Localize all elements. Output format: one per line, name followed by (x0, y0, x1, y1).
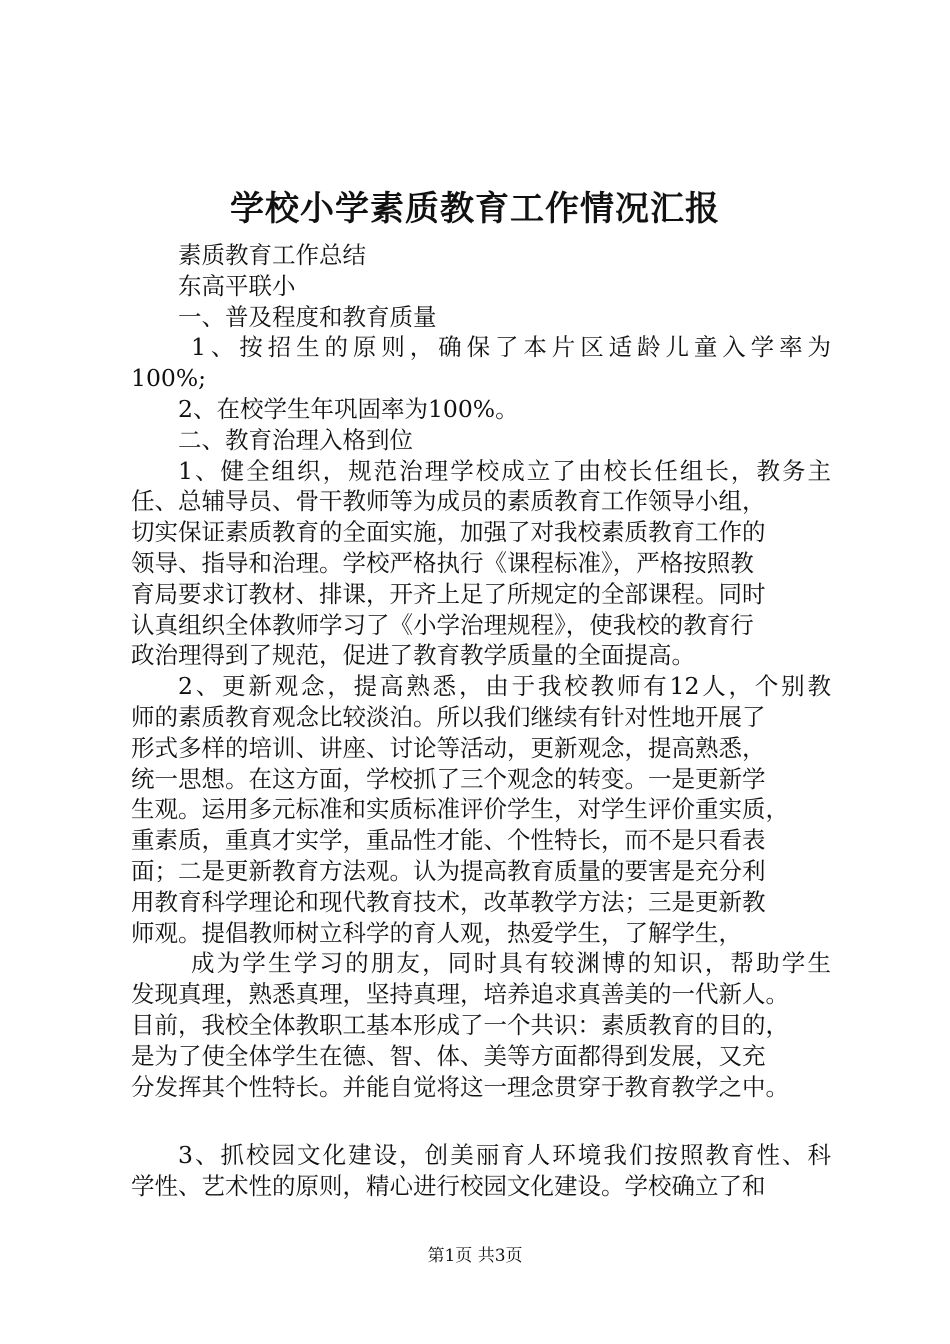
text-line: 学性、艺术性的原则，精心进行校园文化建设。学校确立了和 (131, 1172, 766, 1201)
page-title: 学校小学素质教育工作情况汇报 (230, 189, 720, 229)
text-line: 育局要求订教材、排课，开齐上足了所规定的全部课程。同时 (131, 579, 766, 608)
paragraph-gap (131, 1102, 831, 1140)
text-line: 师的素质教育观念比较淡泊。所以我们继续有针对性地开展了 (131, 702, 766, 731)
text-line: 统一思想。在这方面，学校抓了三个观念的转变。一是更新学 (131, 764, 766, 793)
text-line: 任、总辅导员、骨干教师等为成员的素质教育工作领导小组， (131, 487, 766, 516)
text-line: 用教育科学理论和现代教育技术，改革教学方法；三是更新教 (131, 887, 766, 916)
text-line: 分发挥其个性特长。并能自觉将这一理念贯穿于教育教学之中。 (131, 1072, 789, 1101)
text-line: 是为了使全体学生在德、智、体、美等方面都得到发展，又充 (131, 1041, 766, 1070)
text-line: 2、更新观念，提高熟悉，由于我校教师有12人，个别教 (178, 672, 831, 701)
text-line: 1、按招生的原则，确保了本片区适龄儿童入学率为 (191, 333, 831, 362)
text-line: 面；二是更新教育方法观。认为提高教育质量的要害是充分利 (131, 856, 766, 885)
text-line: 切实保证素质教育的全面实施，加强了对我校素质教育工作的 (131, 518, 766, 547)
text-line: 100%; (131, 364, 207, 393)
text-line: 1、健全组织，规范治理学校成立了由校长任组长，教务主 (178, 456, 831, 485)
text-line: 重素质，重真才实学，重品性才能、个性特长，而不是只看表 (131, 826, 766, 855)
text-line: 东高平联小 (178, 271, 296, 300)
text-line: 发现真理，熟悉真理，坚持真理，培养追求真善美的一代新人。 (131, 980, 789, 1009)
text-line: 领导、指导和治理。学校严格执行《课程标准》，严格按照教 (131, 548, 754, 577)
text-line: 政治理得到了规范，促进了教育教学质量的全面提高。 (131, 641, 695, 670)
text-line: 3、抓校园文化建设，创美丽育人环境我们按照教育性、科 (178, 1141, 831, 1170)
text-line: 二、教育治理入格到位 (178, 425, 413, 454)
text-line: 认真组织全体教师学习了《小学治理规程》，使我校的教育行 (131, 610, 754, 639)
text-line: 目前，我校全体教职工基本形成了一个共识：素质教育的目的， (131, 1010, 789, 1039)
text-line: 2、在校学生年巩固率为100%。 (178, 394, 519, 423)
text-line: 成为学生学习的朋友，同时具有较渊博的知识，帮助学生 (191, 949, 831, 978)
text-line: 形式多样的培训、讲座、讨论等活动，更新观念，提高熟悉， (131, 733, 766, 762)
text-line: 素质教育工作总结 (178, 241, 366, 269)
text-line: 一、普及程度和教育质量 (178, 302, 437, 331)
page-footer: 第1页 共3页 (427, 1246, 523, 1266)
document-body (131, 240, 831, 1202)
text-line: 师观。提倡教师树立科学的育人观，热爱学生，了解学生， (131, 918, 742, 947)
text-line: 生观。运用多元标准和实质标准评价学生，对学生评价重实质， (131, 795, 789, 824)
